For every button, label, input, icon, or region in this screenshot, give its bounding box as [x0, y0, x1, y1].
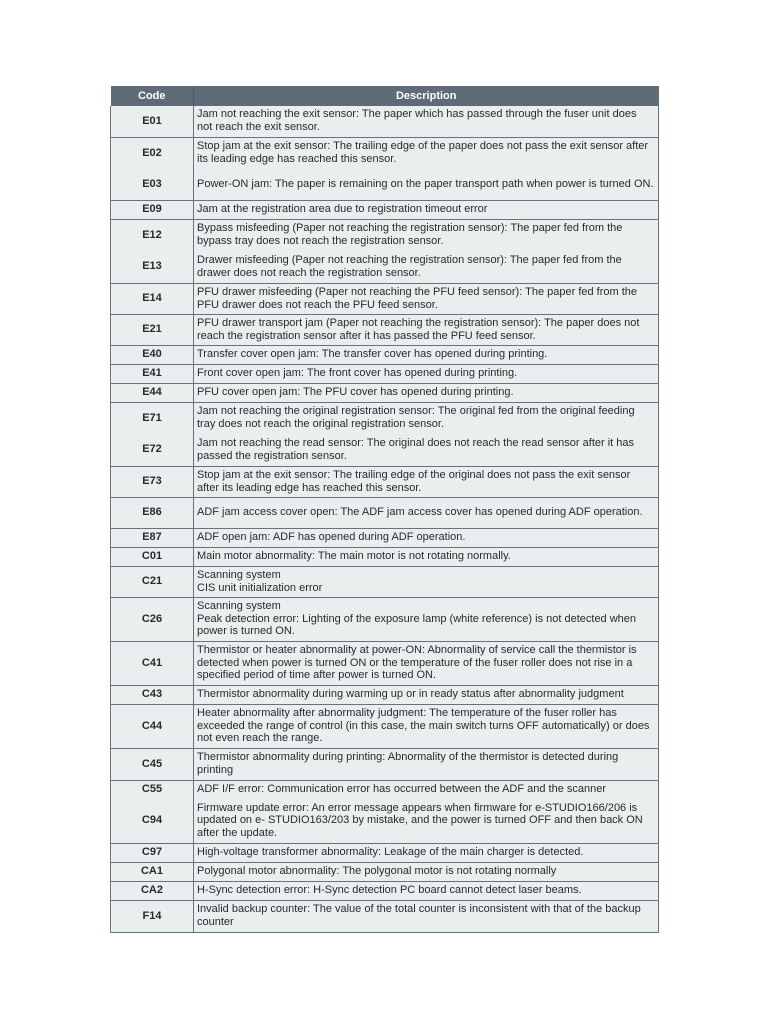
table-row [111, 843, 659, 862]
error-code: C43 [111, 685, 194, 704]
table-row [111, 547, 659, 566]
error-code: E12 [111, 219, 194, 251]
table-body [111, 106, 659, 932]
table-row [111, 597, 659, 641]
error-description: Polygonal motor abnormality: The polygonal motor is not rotating normally [194, 862, 659, 881]
table-row [111, 685, 659, 704]
error-code: C41 [111, 641, 194, 685]
error-code: E03 [111, 169, 194, 200]
error-description [194, 566, 659, 597]
table-row [111, 200, 659, 219]
error-code: E86 [111, 497, 194, 528]
error-code: E72 [111, 434, 194, 466]
error-code: F14 [111, 900, 194, 932]
error-description: H-Sync detection error: H-Sync detection PC board cannot detect laser beams. [194, 881, 659, 900]
table-row [111, 402, 659, 434]
table-row [111, 497, 659, 528]
error-code: E87 [111, 528, 194, 547]
error-description: Jam not reaching the exit sensor: The paper which has passed through the fuser unit does not reach the exit sensor. [194, 106, 659, 137]
error-description: Thermistor abnormality during warming up or in ready status after abnormality judgment [194, 685, 659, 704]
table-row [111, 862, 659, 881]
error-code: C45 [111, 748, 194, 780]
error-description: Main motor abnormality: The main motor is not rotating normally. [194, 547, 659, 566]
error-description: Power-ON jam: The paper is remaining on the paper transport path when power is turned ON. [194, 169, 659, 200]
error-code: C97 [111, 843, 194, 862]
error-description: Jam at the registration area due to registration timeout error [194, 200, 659, 219]
error-description: Firmware update error: An error message appears when firmware for e-STUDIO166/206 is updated on e- STUDIO163/203 by mistake, and the power is turned OFF and then back ON after the update. [194, 799, 659, 843]
description-column-header: Description [194, 86, 659, 106]
error-code: CA2 [111, 881, 194, 900]
error-code: E13 [111, 251, 194, 283]
error-code: E73 [111, 466, 194, 497]
table-row [111, 780, 659, 799]
error-code: C55 [111, 780, 194, 799]
table-row [111, 900, 659, 932]
error-code: C44 [111, 704, 194, 748]
error-description: ADF I/F error: Communication error has occurred between the ADF and the scanner [194, 780, 659, 799]
error-code: C21 [111, 566, 194, 597]
error-code: E14 [111, 283, 194, 314]
error-description: High-voltage transformer abnormality: Leakage of the main charger is detected. [194, 843, 659, 862]
error-code-table [110, 86, 659, 933]
error-description: PFU cover open jam: The PFU cover has opened during printing. [194, 383, 659, 402]
table-row [111, 383, 659, 402]
table-row [111, 314, 659, 345]
error-description: Drawer misfeeding (Paper not reaching the registration sensor): The paper fed from the drawer does not reach the registration sensor. [194, 251, 659, 283]
error-description: Transfer cover open jam: The transfer cover has opened during printing. [194, 345, 659, 364]
error-code: CA1 [111, 862, 194, 881]
table-row [111, 169, 659, 200]
table-row [111, 283, 659, 314]
error-description: Thermistor or heater abnormality at power-ON: Abnormality of service call the thermistor is detected when power is turned ON or the temperature of the fuser roller does not rise in a specified period of time after power is turned ON. [194, 641, 659, 685]
error-description: Jam not reaching the original registration sensor: The original fed from the original feeding tray does not reach the original registration sensor. [194, 402, 659, 434]
description-line: Scanning system [197, 568, 281, 581]
error-code: E09 [111, 200, 194, 219]
error-code: E41 [111, 364, 194, 383]
table-row [111, 641, 659, 685]
table-row [111, 466, 659, 497]
table-row [111, 881, 659, 900]
error-description: Invalid backup counter: The value of the total counter is inconsistent with that of the backup counter [194, 900, 659, 932]
error-description: PFU drawer misfeeding (Paper not reaching the PFU feed sensor): The paper fed from the PFU drawer does not reach the PFU feed sensor. [194, 283, 659, 314]
table-row [111, 345, 659, 364]
code-column-header: Code [111, 86, 194, 106]
table-row [111, 137, 659, 169]
error-code: E44 [111, 383, 194, 402]
table-row [111, 704, 659, 748]
table-row [111, 799, 659, 843]
error-description: Bypass misfeeding (Paper not reaching the registration sensor): The paper fed from the bypass tray does not reach the registration sensor. [194, 219, 659, 251]
error-code: E71 [111, 402, 194, 434]
error-code: C01 [111, 547, 194, 566]
error-code: E40 [111, 345, 194, 364]
error-description: Front cover open jam: The front cover has opened during printing. [194, 364, 659, 383]
error-code: E21 [111, 314, 194, 345]
error-description [194, 597, 659, 641]
error-description: PFU drawer transport jam (Paper not reaching the registration sensor): The paper does not reach the registration sensor after it has passed the PFU feed sensor. [194, 314, 659, 345]
description-line: Scanning system [197, 599, 281, 612]
table-row [111, 566, 659, 597]
error-description: Heater abnormality after abnormality judgment: The temperature of the fuser roller has exceeded the range of control (in this case, the main switch turns OFF automatically) or does not even reach the range. [194, 704, 659, 748]
error-code: C94 [111, 799, 194, 843]
table-row [111, 364, 659, 383]
table-row [111, 219, 659, 251]
error-description: ADF open jam: ADF has opened during ADF operation. [194, 528, 659, 547]
error-description: Thermistor abnormality during printing: Abnormality of the thermistor is detected during printing [194, 748, 659, 780]
description-line: CIS unit initialization error [197, 581, 323, 594]
error-description: Jam not reaching the read sensor: The original does not reach the read sensor after it has passed the registration sensor. [194, 434, 659, 466]
table-header-row [111, 86, 659, 106]
table-row [111, 251, 659, 283]
error-description: ADF jam access cover open: The ADF jam access cover has opened during ADF operation. [194, 497, 659, 528]
error-code: C26 [111, 597, 194, 641]
table-row [111, 106, 659, 137]
error-description: Stop jam at the exit sensor: The trailing edge of the original does not pass the exit sensor after its leading edge has reached this sensor. [194, 466, 659, 497]
table-row [111, 528, 659, 547]
table-row [111, 748, 659, 780]
error-description: Stop jam at the exit sensor: The trailing edge of the paper does not pass the exit sensor after its leading edge has reached this sensor. [194, 137, 659, 169]
error-code: E02 [111, 137, 194, 169]
error-code: E01 [111, 106, 194, 137]
description-line: Peak detection error: Lighting of the exposure lamp (white reference) is not detected when power is turned ON. [197, 612, 637, 638]
table-row [111, 434, 659, 466]
